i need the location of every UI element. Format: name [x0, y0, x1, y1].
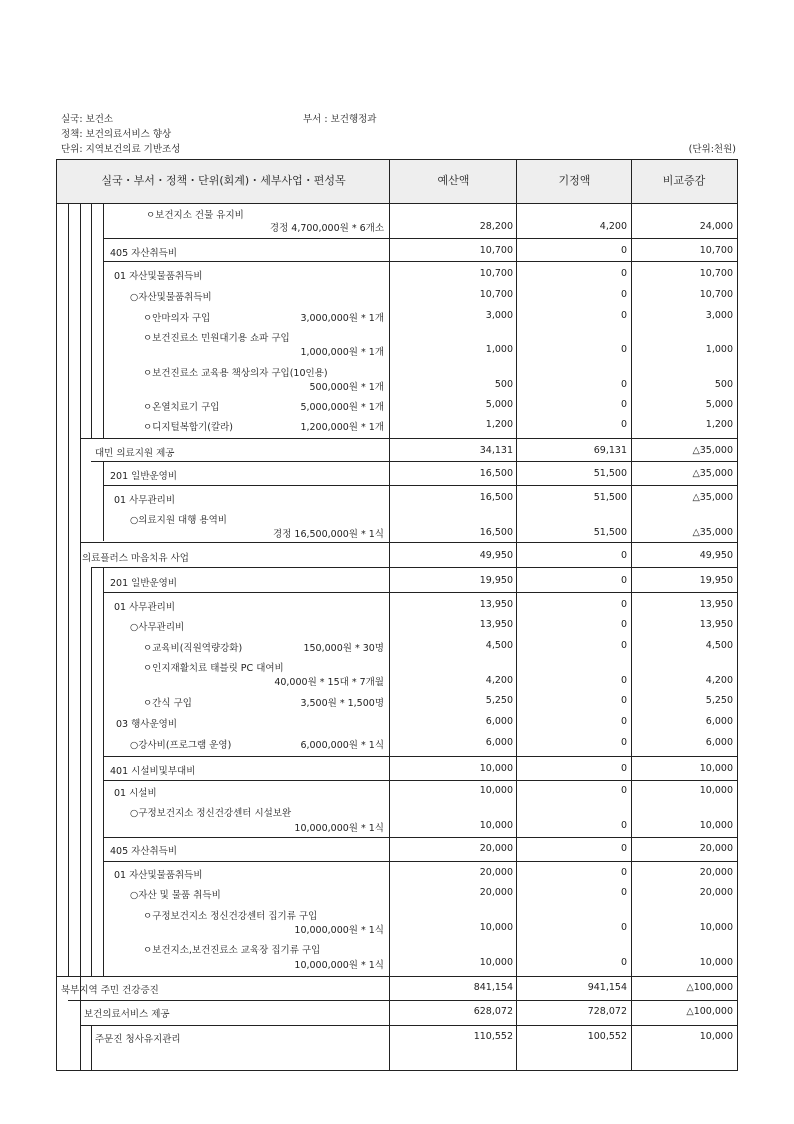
prior-amount: 0	[620, 675, 627, 686]
row-divider	[103, 592, 737, 593]
indent-guide	[103, 204, 104, 438]
row-label: ○사무관리비	[130, 622, 185, 633]
indent-guide	[91, 1025, 92, 1071]
row-label: ㅇ보건진료소 교육용 책상의자 구입(10인용)	[143, 368, 328, 379]
prior-amount: 0	[620, 763, 627, 774]
budget-amount: 6,000	[485, 737, 513, 748]
difference-amount: 1,000	[705, 344, 733, 355]
row-label: 북부지역 주민 건강증진	[61, 985, 159, 996]
prior-amount: 0	[620, 716, 627, 727]
difference-amount: 4,200	[705, 675, 733, 686]
budget-amount: 4,200	[485, 675, 513, 686]
row-label: 405 자산취득비	[110, 846, 178, 857]
difference-amount: 49,950	[699, 550, 733, 561]
budget-amount: 16,500	[479, 527, 513, 538]
budget-amount: 10,000	[479, 820, 513, 831]
row-calculation-detail: 3,500원 * 1,500명	[300, 698, 384, 709]
difference-amount: 6,000	[705, 716, 733, 727]
row-label: ○자산및물품취득비	[130, 292, 212, 303]
row-calculation-detail: 6,000,000원 * 1식	[300, 740, 384, 751]
budget-amount: 16,500	[479, 492, 513, 503]
row-label: 01 사무관리비	[114, 602, 175, 613]
budget-amount: 13,950	[479, 599, 513, 610]
indent-guide	[68, 204, 69, 977]
department-label: 부서 : 보건행정과	[303, 114, 377, 125]
row-label: 보건의료서비스 제공	[84, 1009, 170, 1020]
table-header	[56, 159, 738, 204]
difference-amount: 4,500	[705, 640, 733, 651]
row-label: ㅇ교육비(직원역량강화)	[143, 643, 243, 654]
budget-amount: 1,200	[485, 419, 513, 430]
prior-amount: 0	[620, 344, 627, 355]
difference-amount: △35,000	[692, 468, 733, 479]
row-divider	[103, 485, 737, 486]
difference-amount: 5,000	[705, 399, 733, 410]
row-calculation-detail: 150,000원 * 30명	[303, 643, 384, 654]
prior-amount: 0	[620, 550, 627, 561]
row-divider	[80, 1025, 737, 1026]
policy-label: 정책: 보건의료서비스 향상	[61, 129, 172, 140]
budget-amount: 1,000	[485, 344, 513, 355]
column-divider	[516, 159, 517, 1071]
row-divider	[91, 567, 737, 568]
budget-amount: 5,000	[485, 399, 513, 410]
row-label: ㅇ보건진료소 민원대기용 쇼파 구입	[143, 333, 290, 344]
row-label: ㅇ간식 구입	[143, 698, 192, 709]
difference-amount: 20,000	[699, 887, 733, 898]
difference-amount: 20,000	[699, 843, 733, 854]
difference-amount: 500	[714, 379, 733, 390]
difference-amount: 10,700	[699, 268, 733, 279]
row-label: ○자산 및 물품 취득비	[130, 890, 221, 901]
row-label: ㅇ보건지소,보건진료소 교육장 집기류 구입	[143, 945, 321, 956]
row-calculation-detail: 10,000,000원 * 1식	[294, 960, 384, 971]
budget-amount: 34,131	[479, 445, 513, 456]
budget-amount: 20,000	[479, 843, 513, 854]
column-divider	[631, 159, 632, 1071]
row-label: 주문진 청사유지관리	[95, 1034, 181, 1045]
row-label: ㅇ온열치료기 구입	[143, 402, 220, 413]
row-label: 01 자산및물품취득비	[114, 271, 203, 282]
row-label: ㅇ보건지소 건물 유지비	[146, 210, 244, 221]
row-label: 405 자산취득비	[110, 248, 178, 259]
difference-amount: 10,000	[699, 957, 733, 968]
row-calculation-detail: 500,000원 * 1개	[309, 382, 384, 393]
budget-amount: 10,000	[479, 922, 513, 933]
budget-amount: 10,000	[479, 785, 513, 796]
row-calculation-detail: 10,000,000원 * 1식	[294, 925, 384, 936]
difference-amount: △100,000	[686, 982, 733, 993]
column-header-prior: 기정액	[558, 174, 591, 187]
prior-amount: 4,200	[599, 221, 627, 232]
row-label: 201 일반운영비	[110, 578, 178, 589]
row-label: ㅇ디지털복합기(칼라)	[143, 422, 234, 433]
row-label: 01 자산및물품취득비	[114, 870, 203, 881]
column-header-diff: 비교증감	[662, 174, 706, 187]
budget-amount: 28,200	[479, 221, 513, 232]
row-label: ○의료지원 대행 용역비	[130, 515, 227, 526]
difference-amount: 10,700	[699, 245, 733, 256]
prior-amount: 51,500	[593, 468, 627, 479]
difference-amount: 10,000	[699, 763, 733, 774]
prior-amount: 0	[620, 785, 627, 796]
prior-amount: 0	[620, 399, 627, 410]
budget-amount: 10,700	[479, 268, 513, 279]
prior-amount: 0	[620, 737, 627, 748]
prior-amount: 51,500	[593, 492, 627, 503]
difference-amount: △35,000	[692, 527, 733, 538]
row-divider	[56, 976, 738, 977]
row-label: ㅇ인지재활치료 태블릿 PC 대여비	[143, 663, 284, 674]
budget-amount: 110,552	[473, 1031, 513, 1042]
prior-amount: 100,552	[587, 1031, 627, 1042]
difference-amount: △35,000	[692, 492, 733, 503]
row-label: 401 시설비및부대비	[110, 766, 196, 777]
prior-amount: 0	[620, 245, 627, 256]
difference-amount: 10,000	[699, 1031, 733, 1042]
difference-amount: 3,000	[705, 310, 733, 321]
indent-guide	[91, 567, 92, 977]
prior-amount: 0	[620, 619, 627, 630]
difference-amount: 10,000	[699, 785, 733, 796]
row-divider	[80, 438, 737, 439]
currency-unit-note: (단위:천원)	[688, 144, 736, 155]
indent-guide	[103, 567, 104, 977]
unit-label: 단위: 지역보건의료 기반조성	[61, 144, 181, 155]
indent-guide	[80, 204, 81, 1071]
prior-amount: 0	[620, 310, 627, 321]
prior-amount: 51,500	[593, 527, 627, 538]
prior-amount: 0	[620, 843, 627, 854]
row-divider	[103, 261, 737, 262]
difference-amount: △35,000	[692, 445, 733, 456]
difference-amount: 13,950	[699, 619, 733, 630]
row-calculation-detail: 1,200,000원 * 1개	[300, 422, 384, 433]
prior-amount: 69,131	[593, 445, 627, 456]
row-label: 의료플러스 마음치유 사업	[82, 553, 189, 564]
column-header-item: 실국・부서・정책・단위(회계)・세부사업・편성목	[101, 174, 346, 187]
row-calculation-detail: 10,000,000원 * 1식	[294, 823, 384, 834]
difference-amount: 13,950	[699, 599, 733, 610]
budget-amount: 3,000	[485, 310, 513, 321]
budget-amount: 20,000	[479, 887, 513, 898]
budget-amount: 4,500	[485, 640, 513, 651]
prior-amount: 0	[620, 379, 627, 390]
prior-amount: 0	[620, 268, 627, 279]
budget-amount: 6,000	[485, 716, 513, 727]
budget-amount: 20,000	[479, 867, 513, 878]
prior-amount: 0	[620, 922, 627, 933]
prior-amount: 0	[620, 867, 627, 878]
row-calculation-detail: 경정 16,500,000원 * 1식	[273, 529, 384, 540]
difference-amount: 10,000	[699, 922, 733, 933]
budget-amount: 10,000	[479, 957, 513, 968]
row-label: 01 시설비	[114, 788, 157, 799]
prior-amount: 0	[620, 887, 627, 898]
budget-amount: 628,072	[473, 1006, 513, 1017]
difference-amount: 19,950	[699, 575, 733, 586]
prior-amount: 0	[620, 640, 627, 651]
difference-amount: 10,700	[699, 289, 733, 300]
row-divider	[103, 861, 737, 862]
prior-amount: 0	[620, 820, 627, 831]
row-label: ○강사비(프로그램 운영)	[130, 740, 232, 751]
budget-amount: 13,950	[479, 619, 513, 630]
row-divider	[103, 837, 737, 838]
budget-amount: 49,950	[479, 550, 513, 561]
row-calculation-detail: 1,000,000원 * 1개	[300, 347, 384, 358]
prior-amount: 0	[620, 289, 627, 300]
row-label: ㅇ구정보건지소 정신건강센터 집기류 구입	[143, 911, 318, 922]
difference-amount: 10,000	[699, 820, 733, 831]
row-calculation-detail: 40,000원 * 15대 * 7개월	[274, 677, 384, 688]
indent-guide	[91, 204, 92, 438]
difference-amount: △100,000	[686, 1006, 733, 1017]
office-label: 실국: 보건소	[61, 114, 114, 125]
budget-amount: 10,700	[479, 289, 513, 300]
budget-amount: 5,250	[485, 695, 513, 706]
prior-amount: 0	[620, 695, 627, 706]
column-divider	[389, 159, 390, 1071]
indent-guide	[103, 461, 104, 541]
difference-amount: 1,200	[705, 419, 733, 430]
prior-amount: 941,154	[587, 982, 627, 993]
prior-amount: 0	[620, 419, 627, 430]
row-label: 대민 의료지원 제공	[95, 448, 175, 459]
budget-amount: 10,000	[479, 763, 513, 774]
row-divider	[103, 780, 737, 781]
row-divider	[91, 461, 737, 462]
row-calculation-detail: 5,000,000원 * 1개	[300, 402, 384, 413]
row-calculation-detail: 경정 4,700,000원 * 6개소	[269, 223, 384, 234]
row-label: ○구정보건지소 정신건강센터 시설보완	[130, 808, 292, 819]
row-calculation-detail: 3,000,000원 * 1개	[300, 313, 384, 324]
column-header-budget: 예산액	[437, 174, 470, 187]
difference-amount: 6,000	[705, 737, 733, 748]
difference-amount: 20,000	[699, 867, 733, 878]
budget-amount: 19,950	[479, 575, 513, 586]
row-label: ㅇ안마의자 구입	[143, 313, 211, 324]
row-divider	[68, 1000, 737, 1001]
row-divider	[103, 238, 737, 239]
difference-amount: 24,000	[699, 221, 733, 232]
prior-amount: 0	[620, 599, 627, 610]
budget-amount: 841,154	[473, 982, 513, 993]
prior-amount: 0	[620, 575, 627, 586]
prior-amount: 0	[620, 957, 627, 968]
difference-amount: 5,250	[705, 695, 733, 706]
row-label: 03 행사운영비	[116, 719, 177, 730]
row-divider	[103, 756, 737, 757]
row-divider	[80, 542, 737, 543]
row-label: 01 사무관리비	[114, 495, 175, 506]
budget-amount: 500	[494, 379, 513, 390]
row-label: 201 일반운영비	[110, 471, 178, 482]
budget-amount: 16,500	[479, 468, 513, 479]
prior-amount: 728,072	[587, 1006, 627, 1017]
budget-amount: 10,700	[479, 245, 513, 256]
